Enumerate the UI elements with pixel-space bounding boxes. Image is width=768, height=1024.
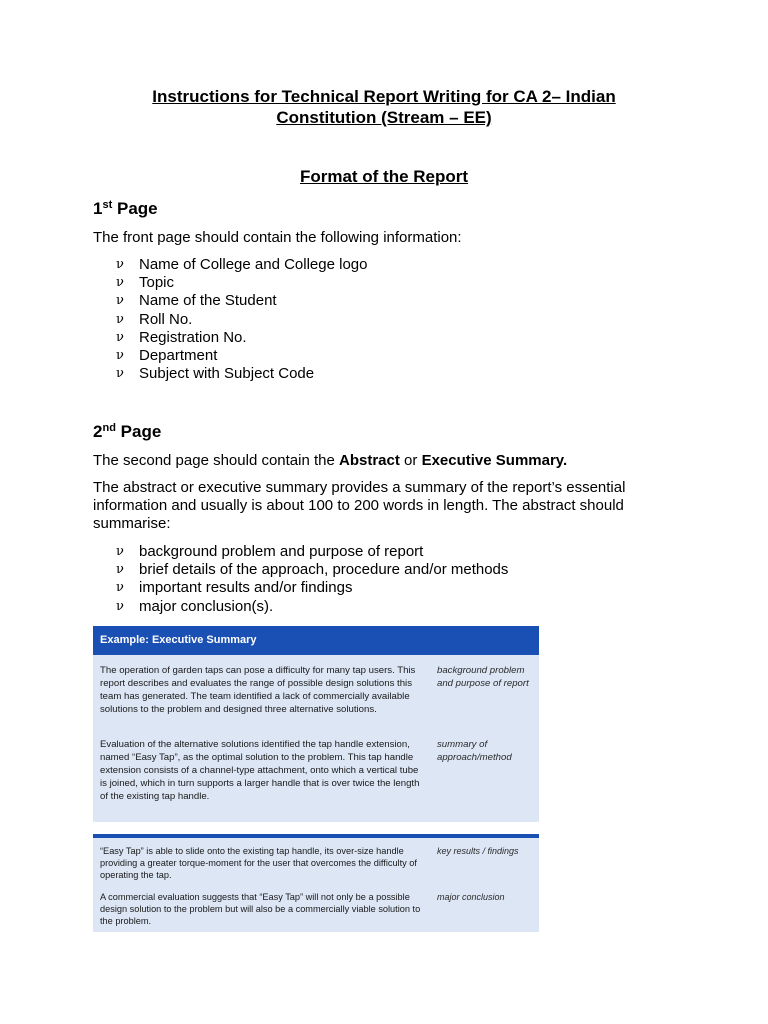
heading-first-word: Page	[116, 199, 158, 218]
list-item: ν Topic	[116, 274, 175, 292]
list-item: ν Name of the Student	[116, 292, 277, 310]
example-row-text: A commercial evaluation suggests that “Easy Tap” will not only be a possible design solution to the problem but will also be a commercially viable solution to the problem.	[100, 892, 421, 926]
example-results-box	[93, 834, 539, 932]
list-item: ν Roll No.	[116, 310, 193, 328]
heading-second-num: 2	[93, 422, 103, 441]
example-executive-summary-box	[93, 626, 539, 822]
bullet-icon: ν	[116, 311, 124, 327]
list-item: ν important results and/or findings	[116, 579, 353, 597]
bullet-icon: ν	[116, 366, 124, 382]
list-item: ν Department	[116, 347, 218, 365]
heading-first-num: 1	[93, 199, 103, 218]
example-row-note: background problem and purpose of report	[437, 665, 529, 689]
bullet-icon: ν	[116, 257, 124, 272]
example-row	[93, 664, 539, 730]
example-box-header: Example: Executive Summary	[93, 626, 539, 655]
document-title	[92, 86, 676, 128]
front-page-info-list	[116, 256, 367, 383]
bullet-icon: ν	[116, 348, 124, 364]
executive-summary-term: Executive Summary.	[421, 452, 568, 469]
bullet-icon: ν	[116, 580, 124, 596]
bullet-icon: ν	[116, 598, 124, 614]
list-item: ν Name of College and College logo	[116, 256, 368, 273]
title-line-2: Constitution (Stream – EE)	[276, 108, 492, 127]
example-row-note: summary of approach/method	[437, 739, 512, 763]
example-row-text: Evaluation of the alternative solutions identified the tap handle extension, named “Easy Tap”, as the optimal solution to the problem. This tap handle extension consists of a channel-type attachment, onto which a vertical tube is joined, which in turn supports a larger handle that is over twice the length of the existing tap handle.	[100, 739, 420, 802]
list-item: ν Registration No.	[116, 328, 247, 346]
example-row-text: “Easy Tap” is able to slide onto the existing tap handle, its over-size handle providing a greater torque-moment for the user that overcomes the difficulty of operating the tap.	[100, 846, 417, 880]
abstract-summary-list	[116, 543, 508, 616]
example-row	[93, 891, 539, 931]
second-page-intro: The second page should contain the Abstract or Executive Summary.	[93, 452, 568, 469]
bullet-icon: ν	[116, 329, 124, 345]
abstract-description: The abstract or executive summary provides a summary of the report’s essential information and usually is about 100 to 200 words in length. The abstract should summarise:	[93, 479, 626, 532]
bullet-icon: ν	[116, 275, 124, 291]
example-row-text: The operation of garden taps can pose a difficulty for many tap users. This report describes and evaluates the range of possible design solutions this team has generated. The team identified a lack of commercially available solutions to the problem and designed three alternative solutions.	[100, 665, 416, 715]
heading-second-word: Page	[120, 422, 162, 441]
section-title-format: Format of the Report	[299, 167, 469, 186]
heading-second-page	[93, 422, 161, 442]
example-row-note: major conclusion	[437, 892, 505, 902]
example-row-note: key results / findings	[437, 846, 519, 856]
example-row	[93, 738, 539, 818]
bullet-icon: ν	[116, 544, 124, 559]
list-item: ν major conclusion(s).	[116, 597, 274, 615]
abstract-term: Abstract	[339, 452, 400, 469]
list-item: ν brief details of the approach, procedure and/or methods	[116, 561, 509, 579]
list-item: ν Subject with Subject Code	[116, 365, 315, 383]
title-line-1: Instructions for Technical Report Writing for CA 2– Indian	[152, 87, 616, 106]
example-row	[93, 845, 539, 889]
heading-first-page	[93, 199, 158, 219]
bullet-icon: ν	[116, 562, 124, 578]
bullet-icon: ν	[116, 293, 124, 309]
heading-first-sup: st	[102, 199, 113, 211]
first-page-intro: The front page should contain the following information:	[93, 229, 462, 246]
list-item: ν background problem and purpose of report	[116, 543, 424, 560]
heading-second-sup: nd	[102, 422, 116, 434]
